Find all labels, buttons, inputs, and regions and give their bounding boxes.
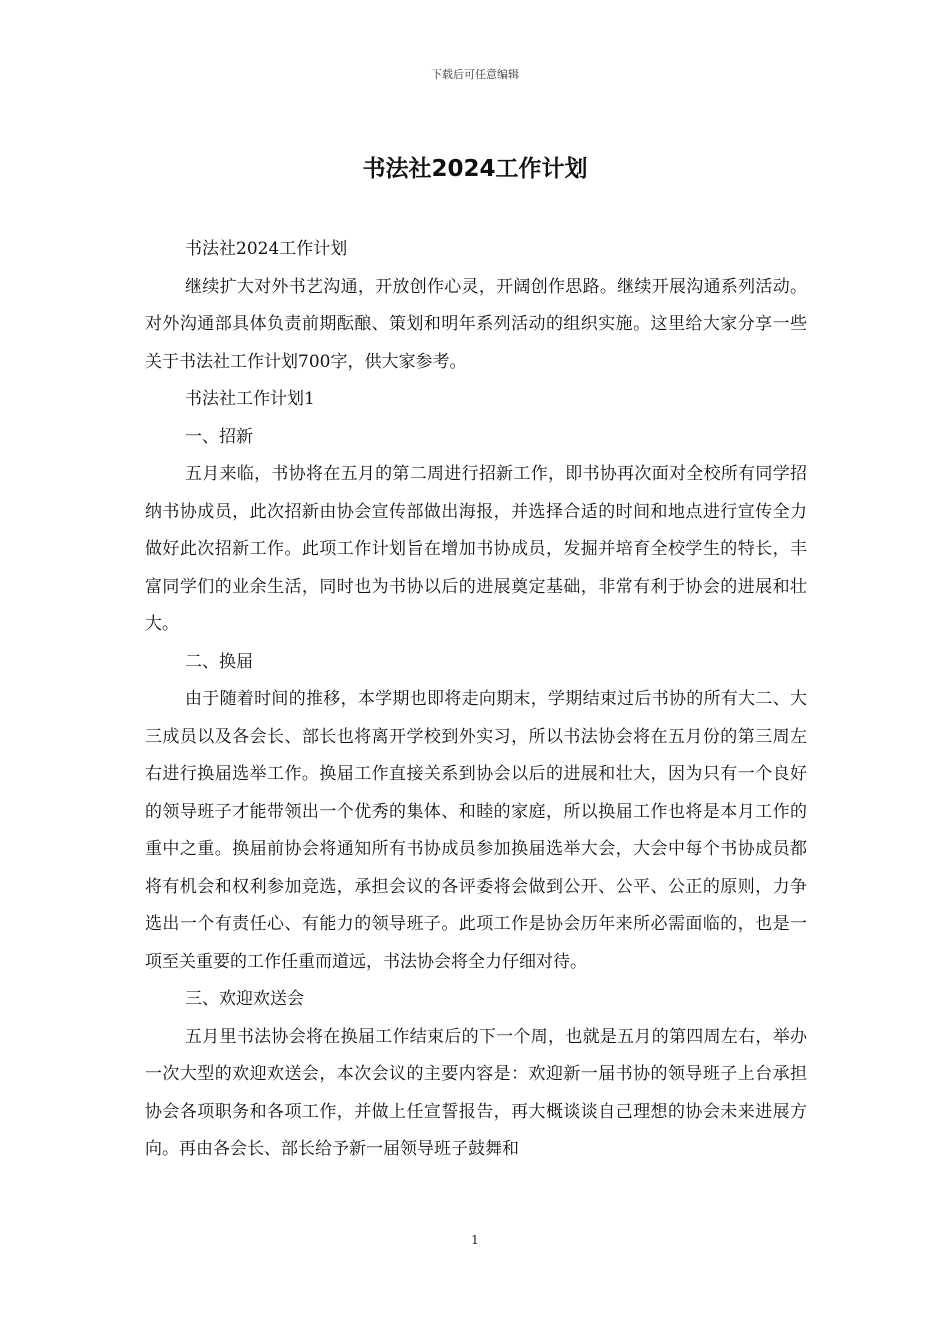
document-body [145,231,807,1169]
page-header-note: 下载后可任意编辑 [431,68,519,81]
section-heading-welcome-party: 三、欢迎欢送会 [185,989,304,1009]
paragraph-subtitle: 书法社2024工作计划 [185,239,348,259]
paragraph-welcome-party: 五月里书法协会将在换届工作结束后的下一个周，也就是五月的第四周左右，举办一次大型的欢迎欢送会，本次会议的主要内容是：欢迎新一届书协的领导班子上台承担协会各项职务和各项工作，并做上任宣誓报告，再大概谈谈自己理想的协会未来进展方向。再由各会长、部长给予新一届领导班子鼓舞和 [145,1026,807,1159]
page-number: 1 [471,1233,479,1247]
paragraph-recruitment: 五月来临，书协将在五月的第二周进行招新工作，即书协再次面对全校所有同学招纳书协成员，此次招新由协会宣传部做出海报，并选择合适的时间和地点进行宣传全力做好此次招新工作。此项工作计划旨在增加书协成员，发掘并培育全校学生的特长，丰富同学们的业余生活，同时也为书协以后的进展奠定基础，非常有利于协会的进展和壮大。 [145,464,807,634]
section-heading-election: 二、换届 [185,651,253,672]
paragraph-election: 由于随着时间的推移，本学期也即将走向期末，学期结束过后书协的所有大二、大三成员以及各会长、部长也将离开学校到外实习，所以书法协会将在五月份的第三周左右进行换届选举工作。换届工作直接关系到协会以后的进展和壮大，因为只有一个良好的领导班子才能带领出一个优秀的集体、和睦的家庭，所以换届工作也将是本月工作的重中之重。换届前协会将通知所有书协成员参加换届选举大会，大会中每个书协成员都将有机会和权利参加竞选，承担会议的各评委将会做到公开、公平、公正的原则，力争选出一个有责任心、有能力的领导班子。此项工作是协会历年来所必需面临的，也是一项至关重要的工作任重而道远，书法协会将全力仔细对待。 [145,689,807,972]
document-title: 书法社2024工作计划 [362,156,588,182]
paragraph-intro: 继续扩大对外书艺沟通，开放创作心灵，开阔创作思路。继续开展沟通系列活动。对外沟通部具体负责前期酝酿、策划和明年系列活动的组织实施。这里给大家分享一些关于书法社工作计划700字，供大家参考。 [145,276,807,372]
section-heading-recruitment: 一、招新 [185,426,253,447]
section-heading-plan-1: 书法社工作计划1 [185,389,315,409]
